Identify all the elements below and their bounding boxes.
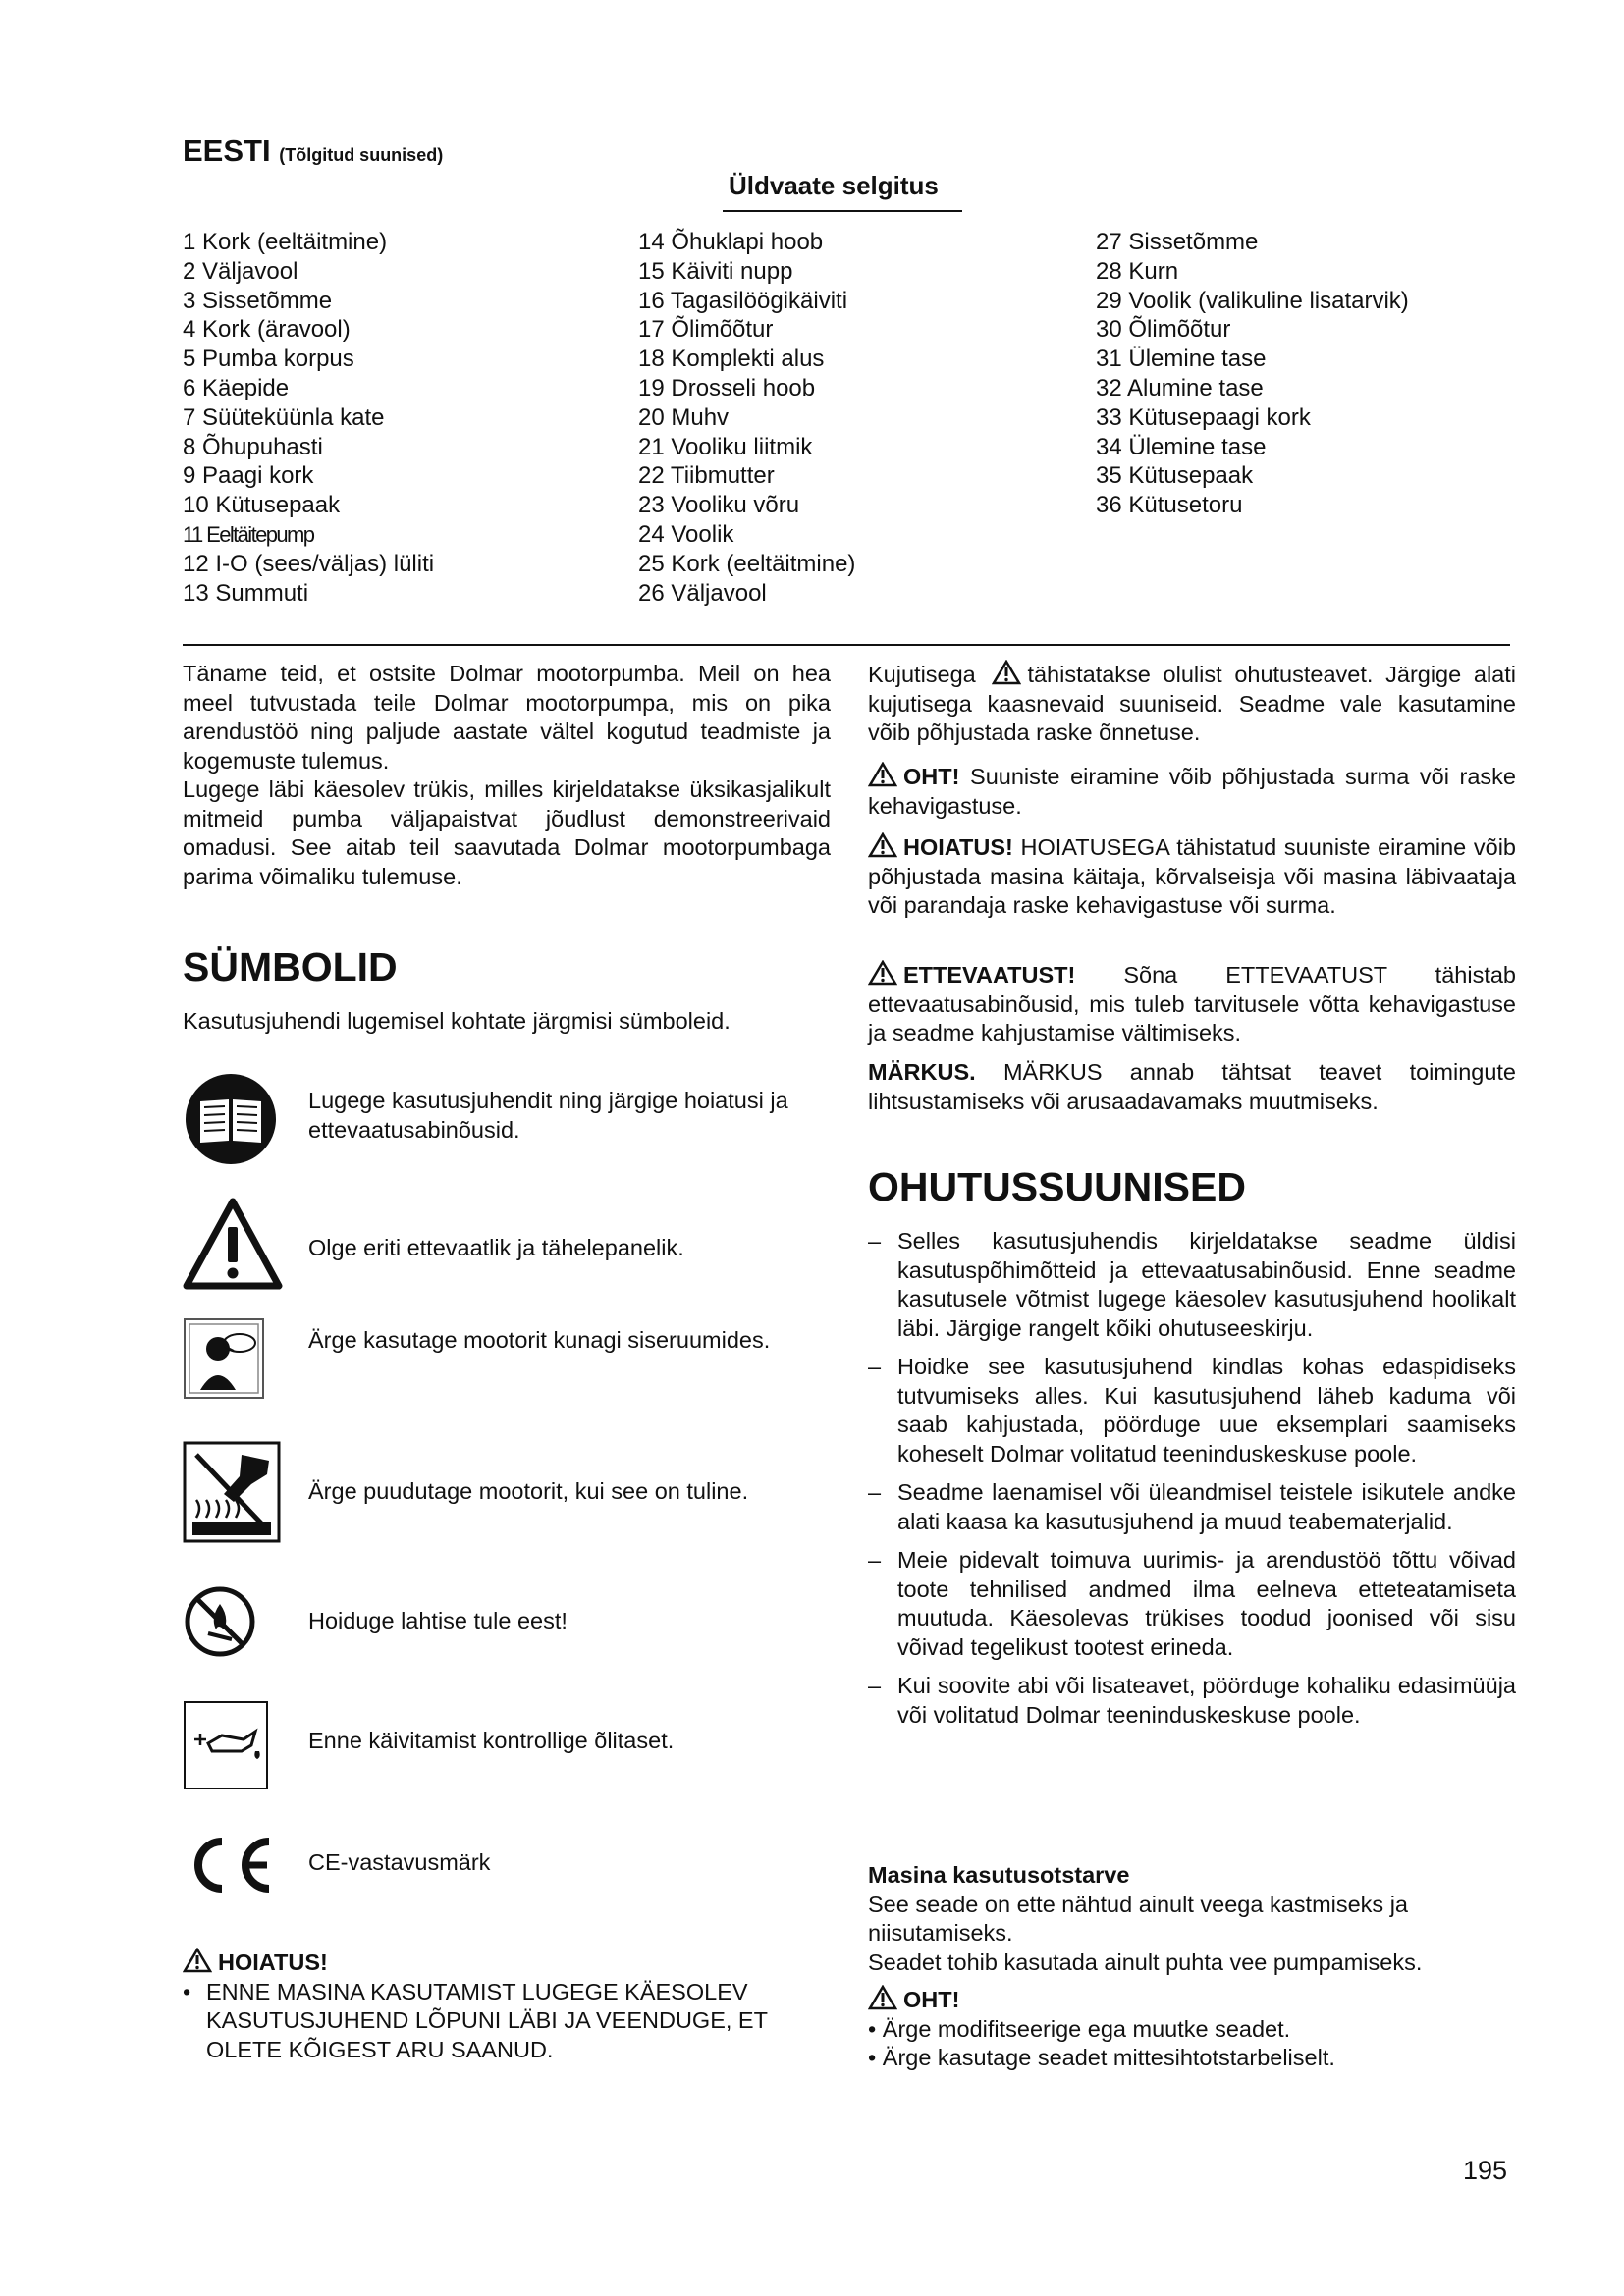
list-item (868, 1227, 1516, 1343)
notice-prefix: Kujutisega (868, 662, 976, 687)
list-item: 30 Õlimõõtur (1096, 316, 1231, 344)
symbol-row-book (183, 1070, 831, 1178)
list-item: 12 I-O (sees/väljas) lüliti (183, 550, 435, 577)
list-item: 15 Käiviti nupp (638, 257, 793, 285)
dash: – (868, 1479, 882, 1505)
list-item: 34 Ülemine tase (1096, 433, 1267, 460)
symbol-row-oil (183, 1700, 831, 1798)
list-item: 25 Kork (eeltäitmine) (638, 550, 856, 577)
list-item (868, 1478, 1516, 1536)
safety-list (868, 1227, 1516, 1739)
no-open-flame-icon (183, 1584, 257, 1659)
list-item: 28 Kurn (1096, 257, 1179, 285)
safety-item-text: Hoidke see kasutusjuhend kindlas kohas edaspidiseks tutvumiseks alles. Kui kasutusjuhend läheb kaduma või saab kahjustada, pöörduge uue eksemplari saamiseks koheselt Dolmar volitatud teeninduskeskuse poole. (897, 1354, 1516, 1467)
ettevaatust-text: Sõna ETTEVAATUST tähistab ettevaatusabinõusid, mis tuleb tarvitusele võtta kehavigastuse ja seadme kahjustamise vältimiseks. (868, 962, 1516, 1045)
bullet: • (183, 1978, 191, 2004)
list-item: 19 Drosseli hoob (638, 374, 816, 401)
parts-list-col3 (1096, 228, 1409, 520)
symbol-text: Hoiduge lahtise tule eest! (308, 1608, 568, 1633)
hoiatus-text: HOIATUSEGA tähistatud suuniste eiramine võib põhjustada masina käitaja, kõrvalseisja või masina läbivaataja või parandaja raske kehavigastuse või surma. (868, 834, 1517, 918)
list-item: 20 Muhv (638, 403, 730, 431)
left-warning (183, 1948, 831, 2064)
hot-surface-icon (183, 1441, 281, 1543)
notice-ettevaatust (868, 960, 1516, 1048)
section-divider (183, 644, 1510, 646)
book-icon (183, 1070, 279, 1168)
warning-triangle-icon (868, 832, 897, 858)
warning-triangle-icon (868, 1985, 897, 2010)
warning-triangle-icon (183, 1198, 283, 1292)
notice-hoiatus (868, 832, 1516, 921)
list-item: 8 Õhupuhasti (183, 433, 323, 460)
purpose-oht-item: Ärge modifitseerige ega muutke seadet. (882, 2015, 1291, 2042)
no-indoor-engine-icon (183, 1317, 265, 1400)
safety-item-text: Meie pidevalt toimuva uurimis- ja arendustöö tõttu võivad toote tehnilised andmed ilma eelneva etteteatamiseta muutuda. Käesolevas trükises toodud joonised või sisu võivad tegelikust tootest erineda. (897, 1547, 1516, 1660)
list-item: 36 Kütusetoru (1096, 492, 1243, 519)
symbol-row-warning (183, 1198, 831, 1306)
symbols-heading: SÜMBOLID (183, 944, 398, 989)
bullet: • (868, 2045, 877, 2070)
symbol-text: CE-vastavusmärk (308, 1849, 491, 1875)
oil-check-icon (183, 1700, 269, 1790)
purpose-paragraph-2: Seadet tohib kasutada ainult puhta vee pumpamiseks. (868, 1949, 1423, 1975)
notice-markus (868, 1058, 1516, 1116)
purpose-oht-item: Ärge kasutage seadet mittesihtotstarbeliselt. (882, 2045, 1335, 2070)
language-label: EESTI (183, 133, 271, 168)
left-warning-body (183, 1978, 831, 2065)
list-item (868, 1672, 1516, 1730)
bullet: • (868, 2015, 877, 2042)
list-item: 31 Ülemine tase (1096, 346, 1267, 373)
ettevaatust-label: ETTEVAATUST! (903, 962, 1076, 988)
warning-triangle-icon (992, 660, 1021, 685)
markus-label: MÄRKUS. (868, 1059, 976, 1085)
overview-title-underline (723, 210, 962, 212)
markus-text: MÄRKUS annab tähtsat teavet toimingute lihtsustamiseks või arusaadavamaks muutmiseks. (868, 1059, 1516, 1114)
oht-label: OHT! (903, 764, 960, 789)
page-number: 195 (1463, 2156, 1508, 2185)
symbol-text: Ärge kasutage mootorit kunagi siseruumides. (308, 1327, 771, 1353)
list-item: 27 Sissetõmme (1096, 229, 1259, 255)
parts-list-col2 (638, 228, 855, 608)
safety-item-text: Seadme laenamisel või üleandmisel teistele isikutele andke alati kaasa ka kasutusjuhend ja muud teabematerjalid. (897, 1479, 1516, 1534)
list-item: 26 Väljavool (638, 579, 767, 607)
list-item: 11 Eeltäitepump (183, 521, 314, 547)
dash: – (868, 1354, 882, 1379)
list-item: 13 Summuti (183, 579, 309, 607)
notice-suffix: tähistatakse olulist ohutusteavet. Järgige alati kujutisega kaasnevaid suuniseid. Seadme vale kasutamine võib põhjustada raske õnnetuse. (868, 662, 1516, 745)
hoiatus-label: HOIATUS! (903, 834, 1013, 860)
dash: – (868, 1547, 882, 1573)
list-item: 6 Käepide (183, 374, 290, 401)
purpose-paragraph-1: See seade on ette nähtud ainult veega kastmiseks ja niisutamiseks. (868, 1891, 1409, 1946)
list-item (868, 2015, 1516, 2045)
language-heading (183, 133, 443, 169)
purpose-section (868, 1861, 1516, 2073)
list-item: 10 Kütusepaak (183, 492, 341, 519)
list-item: 5 Pumba korpus (183, 346, 354, 373)
list-item: 3 Sissetõmme (183, 287, 333, 314)
left-warning-title (183, 1948, 831, 1978)
list-item: 14 Õhuklapi hoob (638, 229, 824, 255)
list-item: 4 Kork (äravool) (183, 316, 351, 344)
symbol-text: Ärge puudutage mootorit, kui see on tuline. (308, 1478, 749, 1504)
list-item (868, 1546, 1516, 1662)
list-item: 7 Süüteküünla kate (183, 403, 385, 431)
symbol-text: Lugege kasutusjuhendit ning järgige hoiatusi ja ettevaatusabinõusid. (308, 1088, 788, 1143)
symbol-row-hot-surface (183, 1441, 831, 1549)
intro-paragraph-2: Lugege läbi käesolev trükis, milles kirjeldatakse üksikasjalikult mitmeid pumba väljapaistvat jõudlust demonstreerivaid omadusi. See aitab teil saavutada Dolmar mootorpumbaga parima võimaliku tulemuse. (183, 776, 831, 889)
list-item: 29 Voolik (valikuline lisatarvik) (1096, 287, 1409, 314)
list-item: 17 Õlimõõtur (638, 316, 774, 344)
list-item: 16 Tagasilöögikäiviti (638, 287, 848, 314)
purpose-oht-title (868, 1985, 1516, 2015)
list-item (868, 1353, 1516, 1468)
symbols-intro: Kasutusjuhendi lugemisel kohtate järgmisi sümboleid. (183, 1008, 731, 1034)
safety-item-text: Selles kasutusjuhendis kirjeldatakse seadme üldisi kasutuspõhimõtteid ja ettevaatusabinõusid. Enne seadme kasutusele võtmist lugege käesolev kasutusjuhend hoolikalt läbi. Järgige rangelt kõiki ohutuseeskirju. (897, 1228, 1516, 1341)
list-item: 21 Vooliku liitmik (638, 433, 813, 460)
symbol-row-ce (183, 1834, 831, 1912)
warning-triangle-icon (868, 960, 897, 986)
purpose-heading: Masina kasutusotstarve (868, 1862, 1130, 1888)
list-item: 23 Vooliku võru (638, 492, 800, 519)
left-warning-label: HOIATUS! (218, 1949, 328, 1975)
purpose-oht-label: OHT! (903, 1987, 960, 2012)
list-item: 24 Voolik (638, 520, 734, 548)
left-warning-text: ENNE MASINA KASUTAMIST LUGEGE KÄESOLEV KASUTUSJUHEND LÕPUNI LÄBI JA VEENDUGE, ET OLETE KÕIGEST ARU SAANUD. (206, 1978, 768, 2062)
dash: – (868, 1228, 882, 1254)
list-item: 32 Alumine tase (1096, 374, 1264, 401)
list-item (868, 2044, 1516, 2073)
list-item: 22 Tiibmutter (638, 462, 775, 490)
list-item: 2 Väljavool (183, 257, 298, 285)
symbol-text: Enne käivitamist kontrollige õlitaset. (308, 1728, 675, 1753)
symbol-row-no-flame (183, 1584, 831, 1673)
list-item: 18 Komplekti alus (638, 346, 825, 373)
safety-item-text: Kui soovite abi või lisateavet, pöörduge kohaliku edasimüüja või volitatud Dolmar teeninduskeskuse poole. (897, 1673, 1516, 1728)
dash: – (868, 1673, 882, 1698)
parts-list-col1 (183, 228, 434, 608)
list-item: 1 Kork (eeltäitmine) (183, 229, 388, 255)
safety-heading: OHUTUSSUUNISED (868, 1164, 1246, 1209)
oht-text: Suuniste eiramine võib põhjustada surma või raske kehavigastuse. (868, 764, 1516, 819)
list-item: 9 Paagi kork (183, 462, 314, 490)
symbol-text: Olge eriti ettevaatlik ja tähelepanelik. (308, 1235, 684, 1260)
ce-mark-icon (183, 1834, 277, 1896)
overview-title: Üldvaate selgitus (729, 171, 939, 200)
warning-triangle-icon (868, 762, 897, 787)
notice-oht (868, 762, 1516, 821)
symbol-row-no-indoor (183, 1317, 831, 1415)
notice-paragraph (868, 660, 1516, 748)
intro-paragraph-1: Täname teid, et ostsite Dolmar mootorpumba. Meil on hea meel tutvustada teile Dolmar mootorpumpa, mis on pika arendustöö ning paljude aastate vältel kogutud teadmiste ja kogemuste tulemus. (183, 661, 831, 774)
warning-triangle-icon (183, 1948, 212, 1973)
list-item: 33 Kütusepaagi kork (1096, 403, 1311, 431)
language-subtitle: (Tõlgitud suunised) (279, 145, 444, 165)
list-item: 35 Kütusepaak (1096, 462, 1254, 490)
